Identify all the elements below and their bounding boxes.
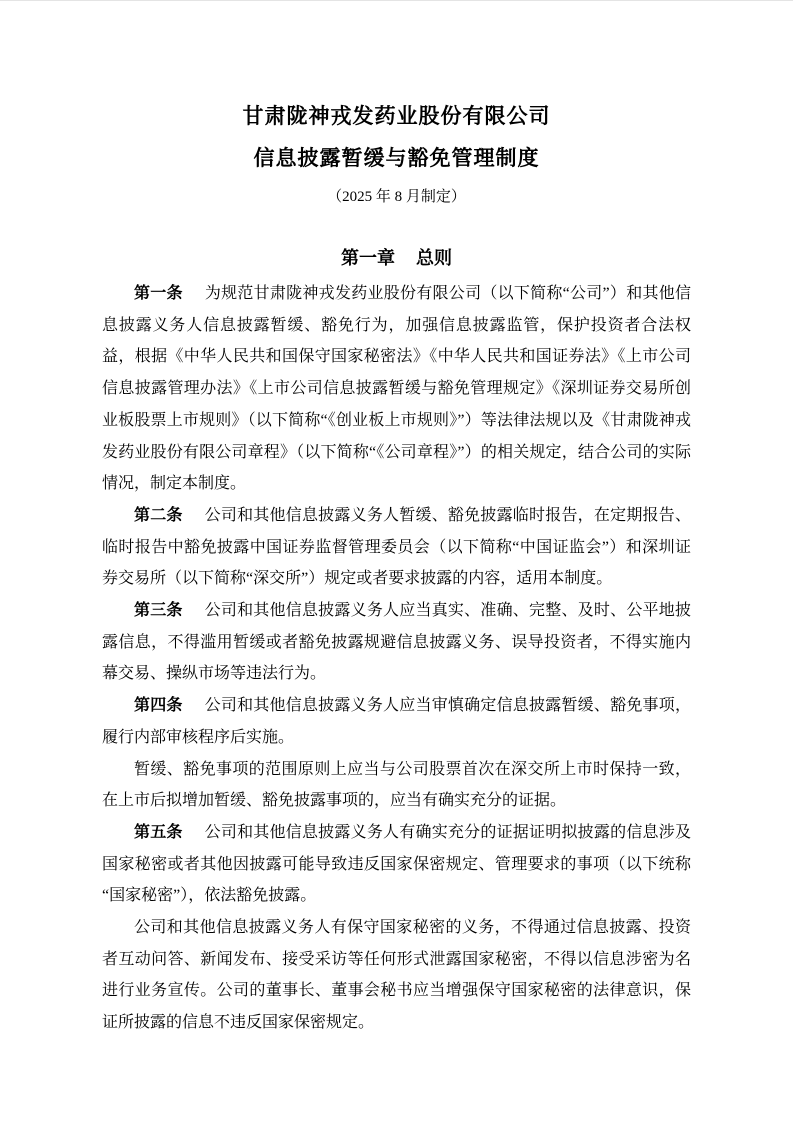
document-content bbox=[0, 1, 793, 1039]
document-date-note: （2025 年 8 月制定） bbox=[327, 189, 466, 205]
chapter-title: 总则 bbox=[416, 248, 452, 268]
article-paragraph bbox=[102, 595, 691, 690]
article-label: 第五条 bbox=[134, 823, 183, 841]
chapter-number: 第一章 bbox=[341, 248, 395, 268]
article-text: 公司和其他信息披露义务人暂缓、豁免披露临时报告，在定期报告、临时报告中豁免披露中国证券监督管理委员会（以下简称“中国证监会”）和深圳证券交易所（以下简称“深交所”）规定或者要求披露的内容，适用本制度。 bbox=[102, 506, 691, 588]
article-label: 第一条 bbox=[134, 285, 183, 302]
article-paragraph bbox=[102, 500, 691, 595]
article-label: 第三条 bbox=[134, 602, 183, 620]
article-paragraph bbox=[102, 912, 691, 1039]
article-text: 公司和其他信息披露义务人应当审慎确定信息披露暂缓、豁免事项，履行内部审核程序后实施。 bbox=[102, 697, 691, 746]
article-list bbox=[102, 278, 691, 1039]
article-paragraph bbox=[102, 817, 691, 912]
article-paragraph bbox=[102, 278, 691, 500]
article-text: 公司和其他信息披露义务人有保守国家秘密的义务，不得通过信息披露、投资者互动问答、新闻发布、接受采访等任何形式泄露国家秘密，不得以信息涉密为名进行业务宣传。公司的董事长、董事会秘书应当增强保守国家秘密的法律意识，保证所披露的信息不违反国家保密规定。 bbox=[102, 919, 691, 1032]
article-text: 暂缓、豁免事项的范围原则上应当与公司股票首次在深交所上市时保持一致，在上市后拟增加暂缓、豁免披露事项的，应当有确实充分的证据。 bbox=[102, 760, 691, 810]
chapter-heading bbox=[102, 242, 691, 274]
article-paragraph bbox=[102, 690, 691, 753]
article-label: 第四条 bbox=[134, 697, 183, 715]
article-text: 为规范甘肃陇神戎发药业股份有限公司（以下简称“公司”）和其他信息披露义务人信息披露暂缓、豁免行为，加强信息披露监管，保护投资者合法权益，根据《中华人民共和国保守国家秘密法》《中华人民共和国证券法》《上市公司信息披露管理办法》《上市公司信息披露暂缓与豁免管理规定》《深圳证券交易所创业板股票上市规则》（以下简称“《创业板上市规则》”）等法律法规以及《甘肃陇神戎发药业股份有限公司章程》（以下简称“《公司章程》”）的相关规定，结合公司的实际情况，制定本制度。 bbox=[102, 285, 691, 493]
article-label: 第二条 bbox=[134, 506, 183, 524]
document-title-policy: 信息披露暂缓与豁免管理制度 bbox=[253, 146, 540, 170]
article-text: 公司和其他信息披露义务人有确实充分的证据证明拟披露的信息涉及国家秘密或者其他因披露可能导致违反国家保密规定、管理要求的事项（以下统称“国家秘密”），依法豁免披露。 bbox=[102, 823, 691, 905]
article-paragraph bbox=[102, 754, 691, 817]
document-title-company: 甘肃陇神戎发药业股份有限公司 bbox=[242, 104, 551, 128]
article-text: 公司和其他信息披露义务人应当真实、准确、完整、及时、公平地披露信息，不得滥用暂缓或者豁免披露规避信息披露义务、误导投资者，不得实施内幕交易、操纵市场等违法行为。 bbox=[102, 602, 691, 683]
